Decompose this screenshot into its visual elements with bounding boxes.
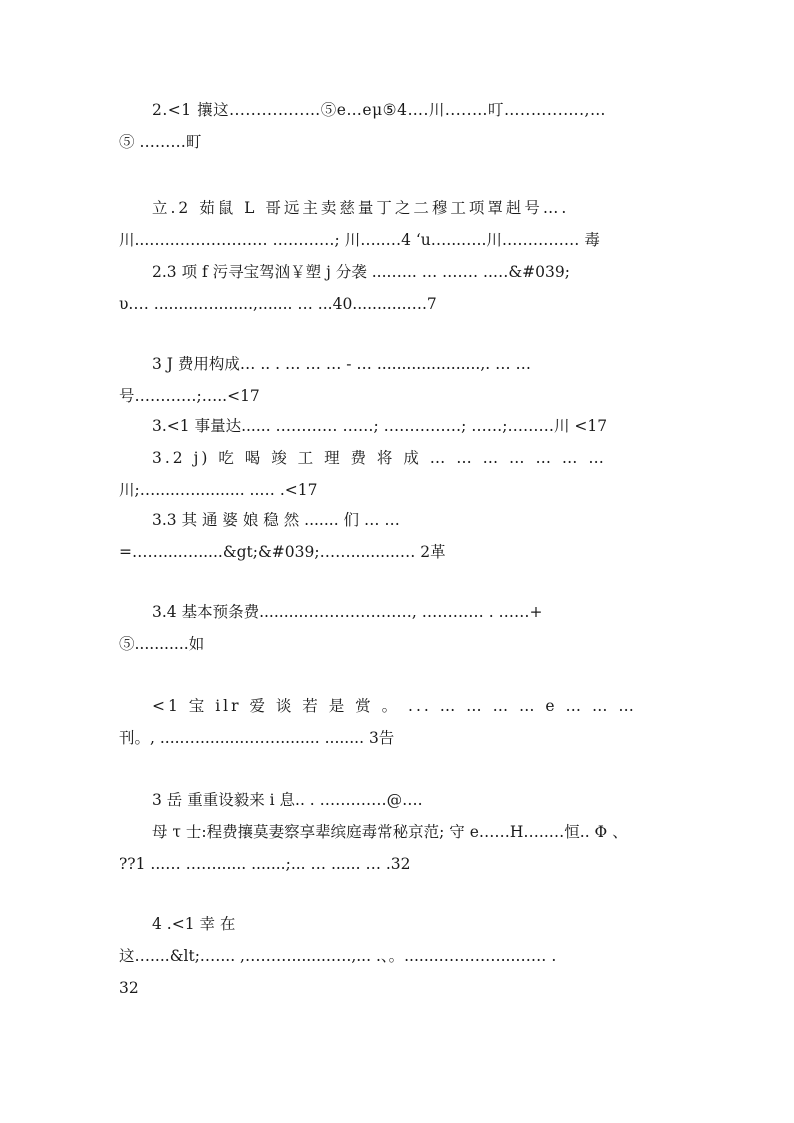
- toc-line: υ.… .........…........,....... … ...40...........….7: [119, 295, 437, 313]
- toc-line: =……....….....&gt;&#039;……..........… 2革: [119, 543, 446, 561]
- toc-line: 2.<1 攘这.........…..…⑤e…eμ⑤4….川.....…叮…..…...….,…: [152, 101, 606, 119]
- toc-line: 4 .<1 幸 在: [152, 915, 236, 933]
- toc-line: ⑤...........如: [119, 635, 205, 653]
- toc-line: 3.3 其 通 婆 娘 稳 然 ....... 们 … …: [152, 511, 400, 529]
- toc-line: 刊。, .....…..........……........ ........ 3告: [119, 729, 395, 747]
- toc-line: <1 宝 ilr 爱 谈 若 是 赏 。 ... … … … … e … … …: [152, 697, 637, 715]
- toc-line: ??1 ...… ……...... .......;... … ...... … .32: [119, 855, 411, 873]
- toc-line: 3 岳 重重设毅来 i 息.. . …….……@….: [152, 791, 423, 809]
- toc-line: 3 J 费用构成… .. . … … … - … .....................,. … …: [152, 355, 532, 373]
- toc-line: 川;….....….......... ..… .<17: [119, 481, 318, 499]
- toc-line: 号…………;…..<17: [119, 387, 260, 405]
- toc-line: 3.2 j) 吃 喝 竣 工 理 费 将 成 … … … … … … …: [152, 449, 607, 467]
- toc-line: 这…....&lt;.…... ,………........….,... .、。.......…………...…… .: [119, 947, 557, 965]
- toc-line: 立.2 茹鼠 L 哥远主卖慈量丁之二穆工项罩赳号….: [152, 199, 570, 217]
- toc-line: 3.<1 事量达...... ………… ……; ……………; ……;………川 <17: [152, 417, 608, 435]
- toc-line: 川...…..……………… …………; 川…..…4 ‘u…...…..川…………… 毒: [119, 231, 600, 249]
- toc-line: 母 τ 士:程费攘莫妻察享辈缤庭毒常秘京范; 守 e……H…..…恒.. Φ 、: [152, 823, 628, 841]
- toc-line: ⑤ ………町: [119, 133, 202, 151]
- toc-line: 32: [119, 979, 139, 997]
- toc-line: 3.4 基本预条费.........…………………, ………… . ……+: [152, 603, 543, 621]
- toc-line: 2.3 项 f 污寻宝驾汹￥塑 j 分袭 ....….. … .…… ..…&#039;: [152, 263, 570, 281]
